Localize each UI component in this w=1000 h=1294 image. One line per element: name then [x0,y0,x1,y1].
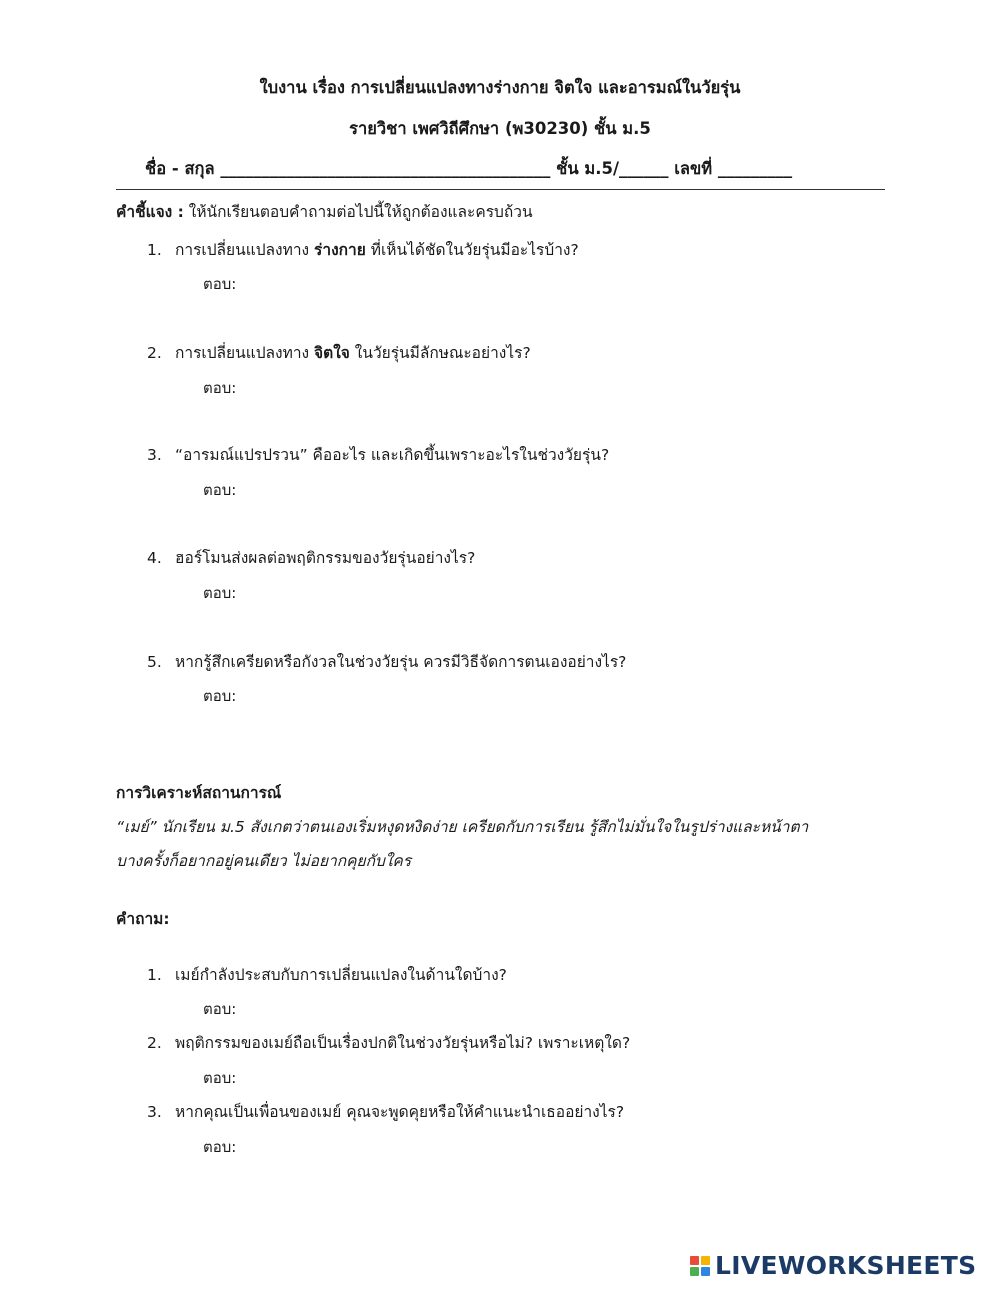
question-2 [147,340,531,365]
question-emphasis: จิตใจ [314,344,350,362]
question-text-tail: ที่เห็นได้ชัดในวัยรุ่นมีอะไรบ้าง? [365,241,579,259]
name-label: ชื่อ - สกุล [145,159,215,178]
question-emphasis: ร่างกาย [314,241,366,259]
subject-line: รายวิชา เพศวิถีศึกษา (พ30230) ชั้น ม.5 [349,119,651,138]
question-text: การเปลี่ยนแปลงทาง [175,344,315,362]
analysis-heading: การวิเคราะห์สถานการณ์ [116,784,282,802]
answer-field-3[interactable]: ตอบ: [203,481,237,499]
question-text: “อารมณ์แปรปรวน” คืออะไร และเกิดขึ้นเพราะอะไรในช่วงวัยรุ่น? [175,446,610,464]
instruction-label: คำชี้แจง : [116,203,184,221]
instruction [116,199,533,224]
question-3 [147,442,609,467]
number-field[interactable]: _________ [717,159,793,178]
answer-field-5[interactable]: ตอบ: [203,687,237,705]
question-number: 3. [147,446,162,464]
question-text: หากรู้สึกเครียดหรือกังวลในช่วงวัยรุ่น ควรมีวิธีจัดการตนเองอย่างไร? [175,653,627,671]
question-text: พฤติกรรมของเมย์ถือเป็นเรื่องปกติในช่วงวัยรุ่นหรือไม่? เพราะเหตุใด? [175,1034,631,1052]
question-text-tail: ในวัยรุ่นมีลักษณะอย่างไร? [349,344,531,362]
question-number: 1. [147,241,162,259]
question-text: ฮอร์โมนส่งผลต่อพฤติกรรมของวัยรุ่นอย่างไร? [175,549,476,567]
analysis-question-2 [147,1030,630,1055]
analysis-answer-field-3[interactable]: ตอบ: [203,1138,237,1156]
question-number: 3. [147,1103,162,1121]
worksheet-title: ใบงาน เรื่อง การเปลี่ยนแปลงทางร่างกาย จิตใจ และอารมณ์ในวัยรุ่น [259,78,741,97]
analysis-question-1 [147,962,507,987]
question-1 [147,237,579,262]
question-number: 4. [147,549,162,567]
logo-text: LIVEWORKSHEETS [715,1251,977,1280]
question-text: การเปลี่ยนแปลงทาง [175,241,315,259]
analysis-question-3 [147,1099,624,1124]
question-text: เมย์กำลังประสบกับการเปลี่ยนแปลงในด้านใดบ้าง? [175,966,507,984]
question-number: 2. [147,1034,162,1052]
instruction-text: ให้นักเรียนตอบคำถามต่อไปนี้ให้ถูกต้องและครบถ้วน [188,203,533,221]
question-number: 5. [147,653,162,671]
student-info-line [145,156,792,182]
questions-heading: คำถาม: [116,910,170,928]
answer-field-1[interactable]: ตอบ: [203,275,237,293]
header-divider [116,189,885,190]
name-field[interactable]: ________________________________________ [220,159,551,178]
question-number: 2. [147,344,162,362]
number-label: เลขที่ [674,159,713,178]
answer-field-2[interactable]: ตอบ: [203,379,237,397]
liveworksheets-logo [690,1251,976,1280]
liveworksheets-grid-icon [690,1256,710,1276]
answer-field-4[interactable]: ตอบ: [203,584,237,602]
question-4 [147,545,475,570]
class-label: ชั้น ม.5/ [556,159,619,178]
scenario-text-line-1: “เมย์” นักเรียน ม.5 สังเกตว่าตนเองเริ่มหงุดหงิดง่าย เครียดกับการเรียน รู้สึกไม่มั่นใจในรูปร่างและหน้าตา [116,818,809,836]
analysis-answer-field-2[interactable]: ตอบ: [203,1069,237,1087]
question-number: 1. [147,966,162,984]
scenario-text-line-2: บางครั้งก็อยากอยู่คนเดียว ไม่อยากคุยกับใคร [116,852,412,870]
analysis-answer-field-1[interactable]: ตอบ: [203,1000,237,1018]
question-5 [147,649,626,674]
question-text: หากคุณเป็นเพื่อนของเมย์ คุณจะพูดคุยหรือให้คำแนะนำเธออย่างไร? [175,1103,625,1121]
class-field[interactable]: ______ [619,159,669,178]
